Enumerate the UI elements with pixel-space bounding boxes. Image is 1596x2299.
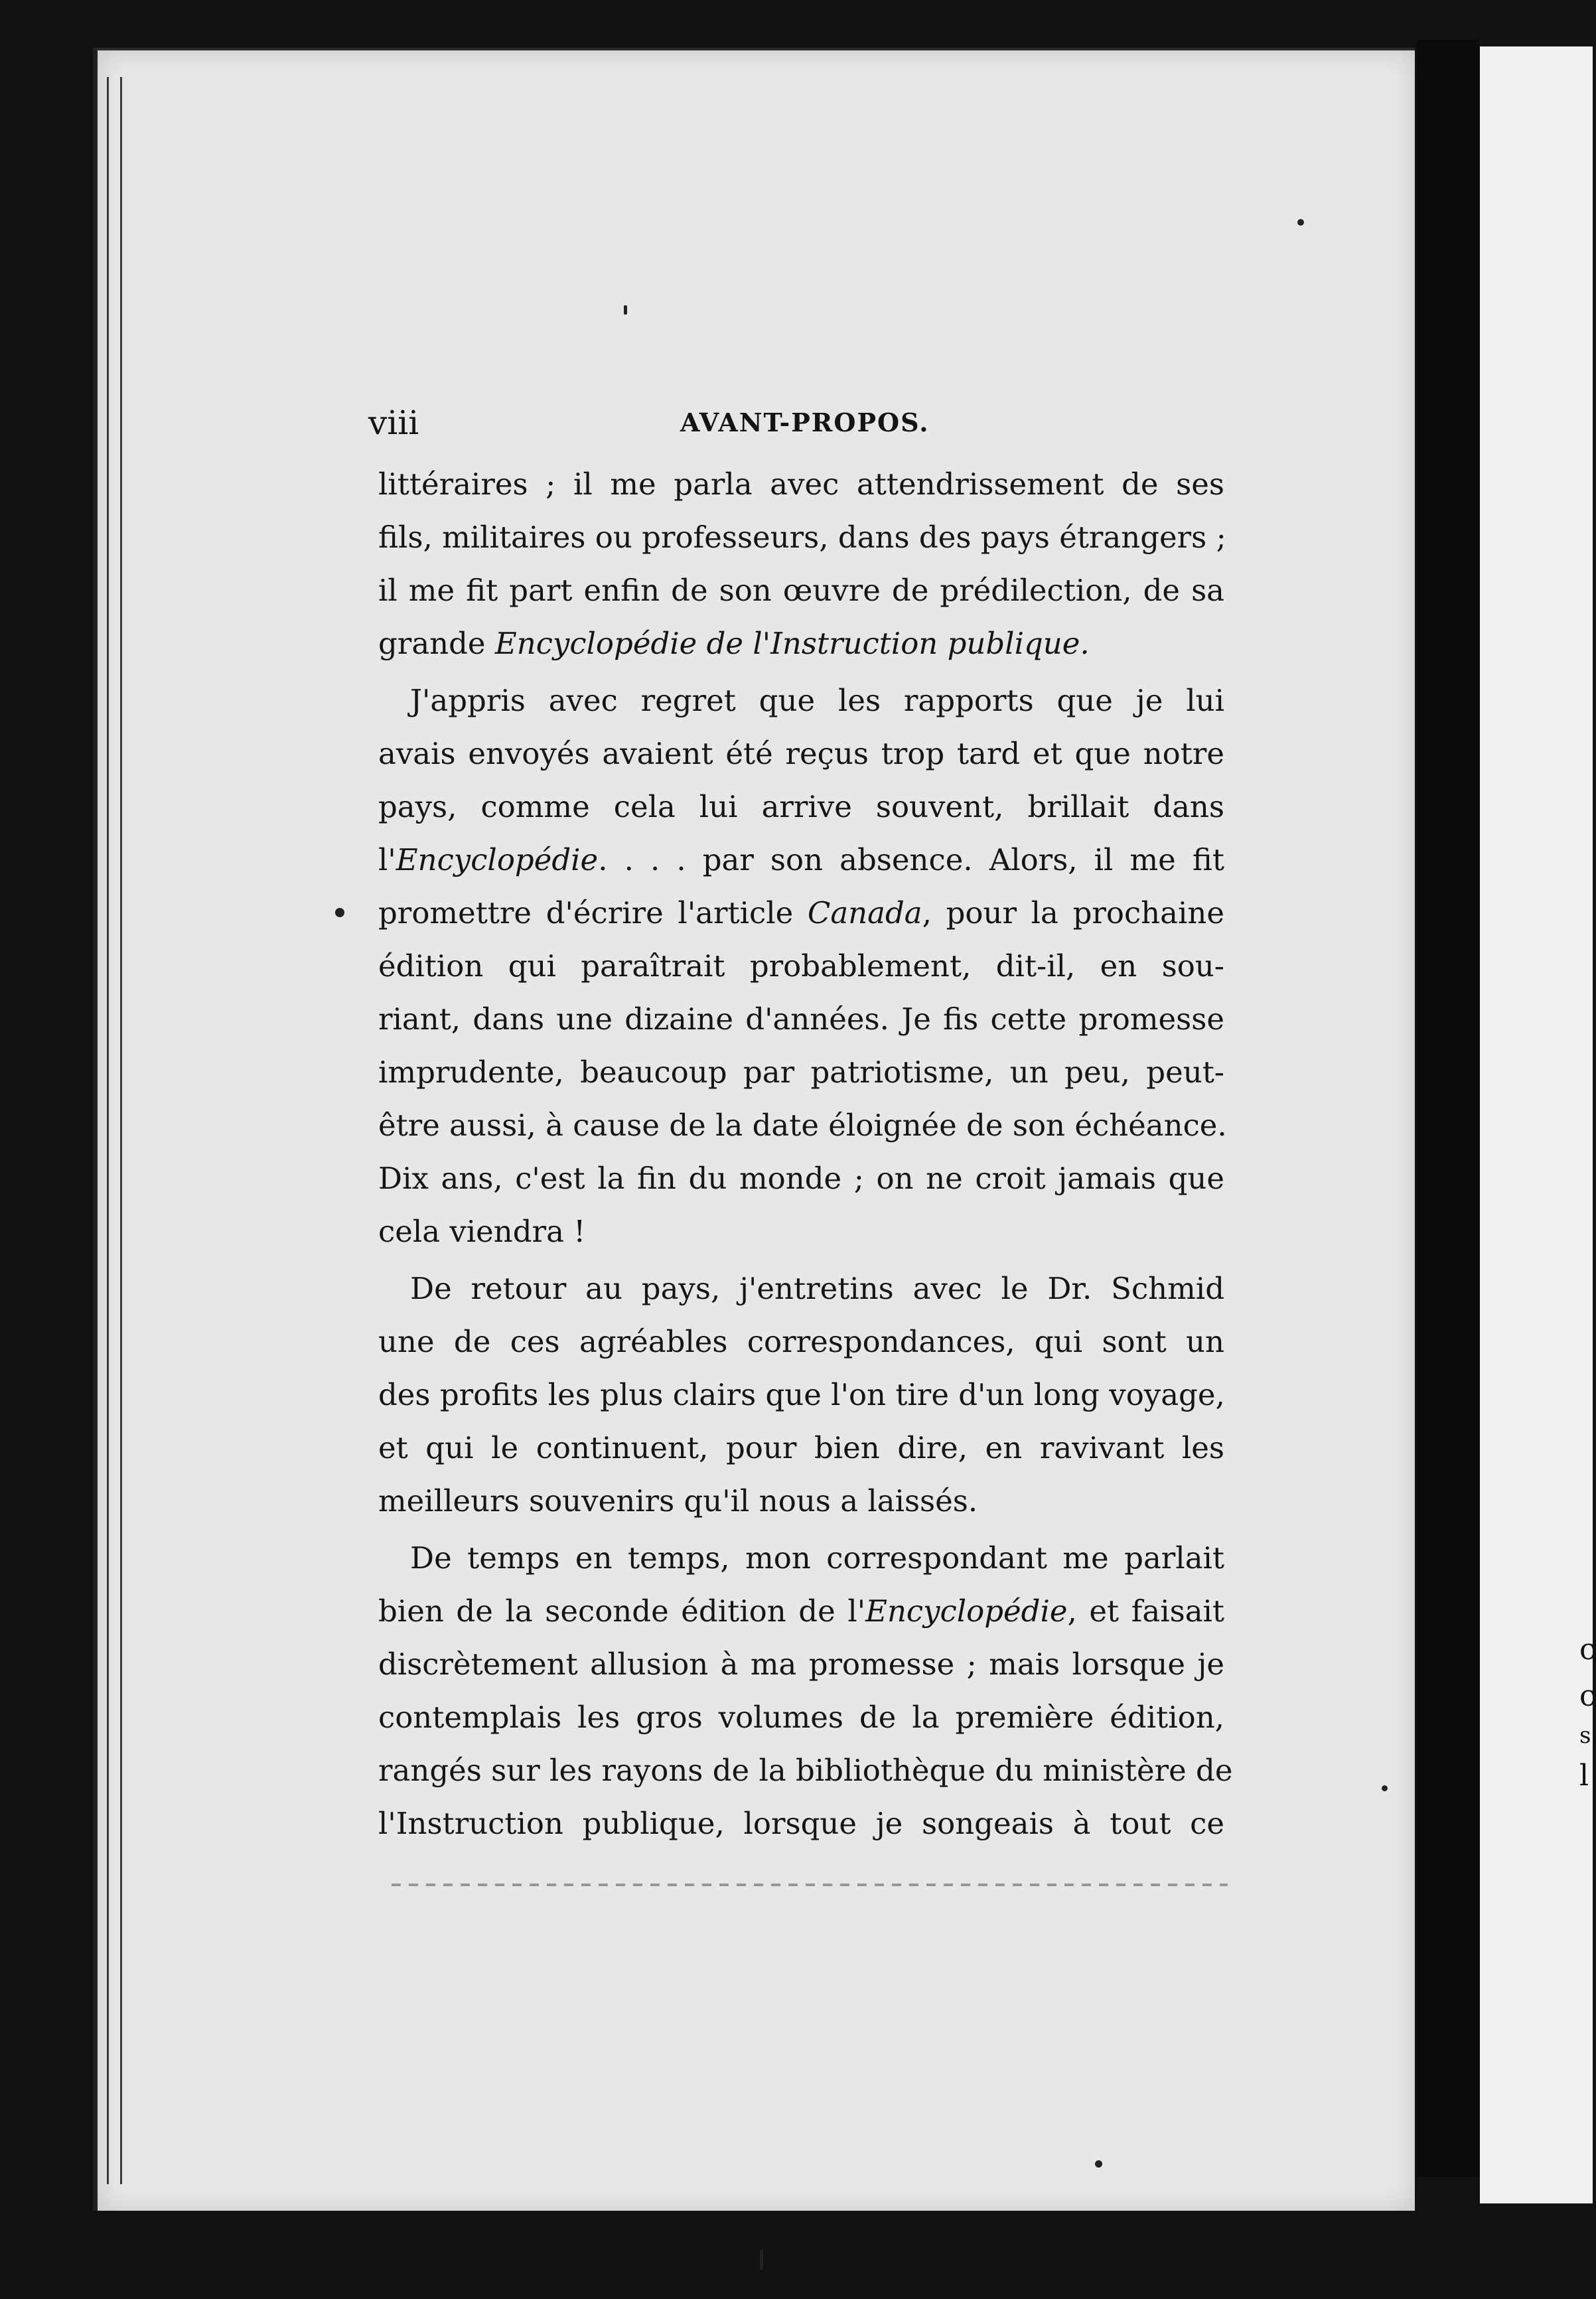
text-line: pays, comme cela lui arrive souvent, brillait dans — [378, 789, 1224, 824]
adjacent-page-char: c — [1579, 1679, 1596, 1713]
page-number: viii — [368, 404, 419, 442]
text-run: bien de la seconde édition de l' — [378, 1594, 866, 1629]
scan-speck — [1382, 1785, 1388, 1791]
text-line: imprudente, beaucoup par patriotisme, un peu, peut- — [378, 1055, 1224, 1090]
text-line: l'Instruction publique, lorsque je songeais à tout ce — [378, 1806, 1224, 1841]
text-line: fils, militaires ou professeurs, dans des pays étrangers ; — [378, 520, 1226, 555]
text-line: discrètement allusion à ma promesse ; mais lorsque je — [378, 1647, 1224, 1682]
text-line — [378, 1585, 1224, 1638]
adjacent-page-char: s — [1579, 1722, 1591, 1749]
text-line: De retour au pays, j'entretins avec le Dr. Schmid — [410, 1271, 1224, 1306]
body-text — [378, 458, 1233, 1850]
text-run: . . . . par son absence. Alors, il me fit — [598, 842, 1224, 877]
text-line: littéraires ; il me parla avec attendrissement de ses — [378, 467, 1224, 502]
adjacent-page-char: c — [1579, 1633, 1596, 1667]
text-line: De temps en temps, mon correspondant me parlait — [410, 1540, 1224, 1576]
text-line: contemplais les gros volumes de la première édition, — [378, 1700, 1224, 1735]
adjacent-page-edge — [1480, 46, 1596, 2203]
page-edge-line — [107, 77, 109, 2184]
text-line: avais envoyés avaient été reçus trop tard et que notre — [378, 736, 1224, 771]
text-line: il me fit part enfin de son œuvre de prédilection, de sa — [378, 573, 1224, 608]
scan-artifact — [392, 1884, 1228, 1886]
text-line: rangés sur les rayons de la bibliothèque du ministère de — [378, 1753, 1233, 1788]
text-line — [378, 834, 1224, 887]
italic-title: Encyclopédie — [396, 842, 599, 877]
text-line: Dix ans, c'est la fin du monde ; on ne croit jamais que — [378, 1161, 1224, 1196]
text-line: et qui le continuent, pour bien dire, en ravivant les — [378, 1430, 1224, 1465]
text-line: une de ces agréables correspondances, qui sont un — [378, 1324, 1224, 1359]
italic-word: Canada — [807, 895, 922, 930]
text-line — [378, 887, 1224, 940]
text-line: meilleurs souvenirs qu'il nous a laissés. — [378, 1483, 978, 1519]
scan-speck — [624, 305, 627, 315]
page-edge-line — [120, 77, 122, 2184]
text-line: des profits les plus clairs que l'on tire d'un long voyage, — [378, 1377, 1225, 1412]
text-line: J'appris avec regret que les rapports que je lui — [410, 683, 1224, 718]
running-head — [368, 404, 1238, 443]
scan-speck — [335, 908, 344, 917]
text-run: promettre d'écrire l'article — [378, 895, 808, 930]
text-line: édition qui paraîtrait probablement, dit-il, en sou- — [378, 948, 1224, 984]
scan-speck — [760, 2250, 763, 2270]
italic-title: Encyclopédie de l'Instruction publique. — [494, 626, 1090, 661]
adjacent-page-shadow — [1417, 40, 1480, 2177]
text-line: cela viendra ! — [378, 1214, 586, 1249]
text-line — [378, 617, 1224, 670]
text-run: l' — [378, 842, 396, 877]
scan-speck — [1297, 219, 1304, 226]
text-line: riant, dans une dizaine d'années. Je fis cette promesse — [378, 1001, 1224, 1037]
text-run: grande — [378, 626, 495, 661]
scan-speck — [1095, 2160, 1102, 2168]
adjacent-page-char: l — [1579, 1759, 1589, 1793]
running-head-title: AVANT-PROPOS. — [680, 408, 930, 437]
text-line: être aussi, à cause de la date éloignée de son échéance. — [378, 1108, 1227, 1143]
text-run: , et faisait — [1067, 1594, 1225, 1629]
italic-title: Encyclopédie — [865, 1594, 1068, 1629]
text-run: , pour la prochaine — [922, 895, 1224, 930]
